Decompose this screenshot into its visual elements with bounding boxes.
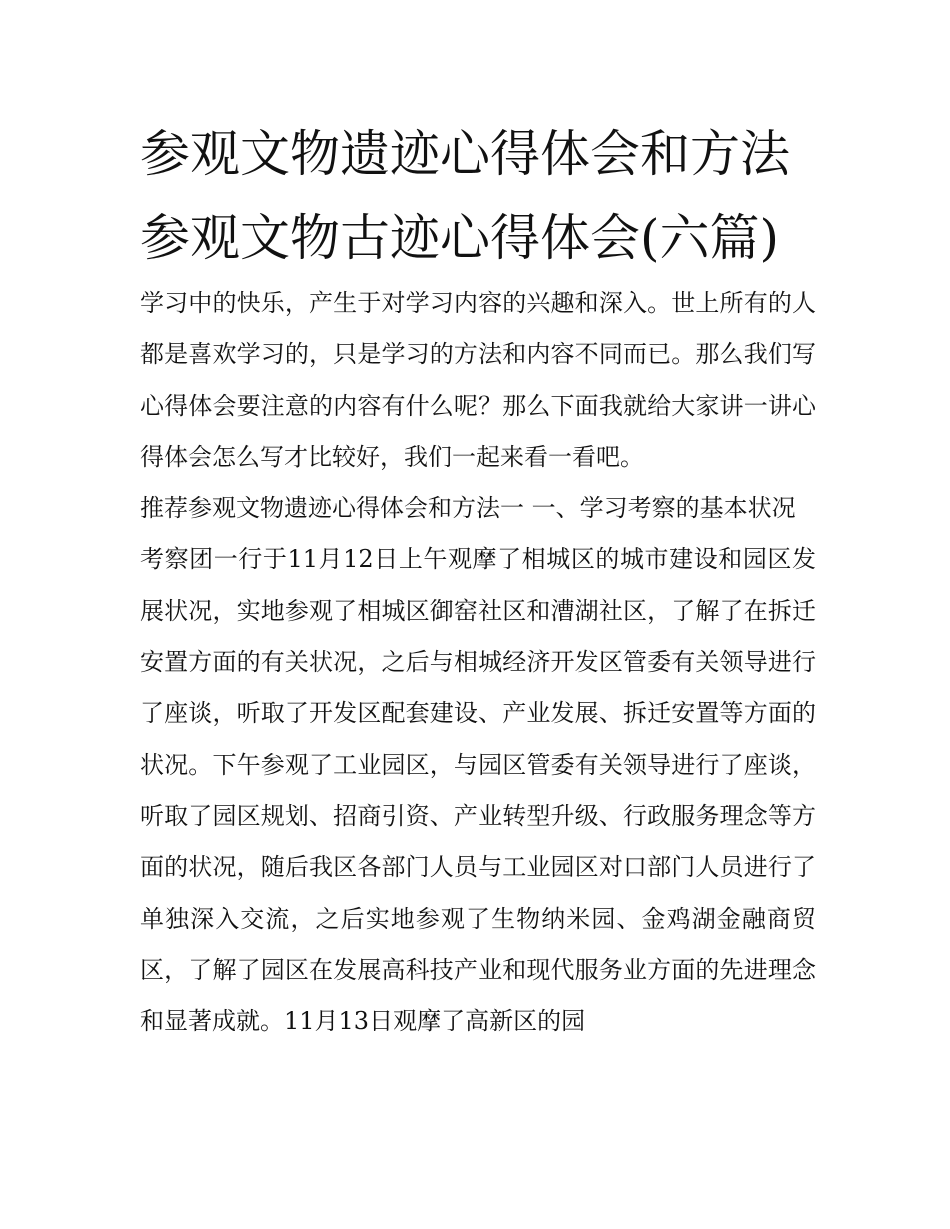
document-title [140, 112, 820, 280]
title-line-2: 参观文物古迹心得体会(六篇) [140, 209, 780, 267]
paragraph-main: 考察团一行于11月12日上午观摩了相城区的城市建设和园区发展状况，实地参观了相城区御窑社区和漕湖社区，了解了在拆迁安置方面的有关状况，之后与相城经济开发区管委有关领导进行了座谈，听取了开发区配套建设、产业发展、拆迁安置等方面的状况。下午参观了工业园区，与园区管委有关领导进行了座谈，听取了园区规划、招商引资、产业转型升级、行政服务理念等方面的状况，随后我区各部门人员与工业园区对口部门人员进行了单独深入交流，之后实地参观了生物纳米园、金鸡湖金融商贸区，了解了园区在发展高科技产业和现代服务业方面的先进理念和显著成就。11月13日观摩了高新区的园 [140, 545, 816, 1036]
paragraph-intro: 学习中的快乐，产生于对学习内容的兴趣和深入。世上所有的人都是喜欢学习的，只是学习的方法和内容不同而已。那么我们写心得体会要注意的内容有什么呢？那么下面我就给大家讲一讲心得体会怎么写才比较好，我们一起来看一看吧。 [140, 289, 816, 471]
title-line-1: 参观文物遗迹心得体会和方法 [140, 125, 790, 183]
paragraph-heading: 推荐参观文物遗迹心得体会和方法一 一、学习考察的基本状况 [140, 494, 796, 523]
document-body [140, 278, 816, 1047]
